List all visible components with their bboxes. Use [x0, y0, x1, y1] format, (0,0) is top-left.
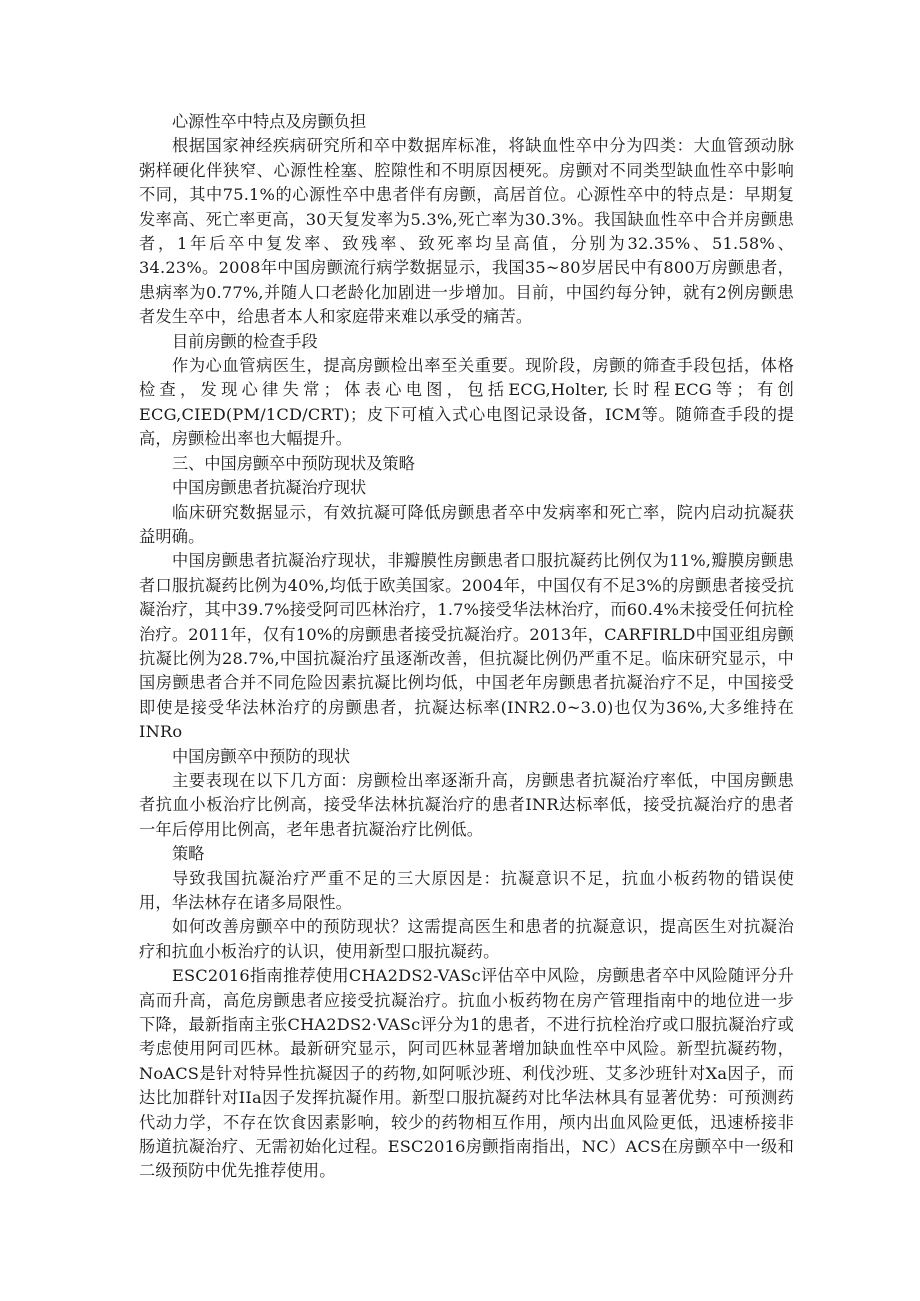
paragraph-af-screening: 作为心血管病医生，提高房颤检出率至关重要。现阶段，房颤的筛查手段包括，体格检查，发现心律失常；体表心电图，包括ECG,Holter,长时程ECG等；有创ECG,CIED(PM/1CD/CRT)；皮下可植入式心电图记录设备，ICM等。随筛查手段的提高，房颤检出率也大幅提升。 — [139, 356, 794, 449]
paragraph-three-reasons: 导致我国抗凝治疗严重不足的三大原因是：抗凝意识不足，抗血小板药物的错误使用，华法林存在诸多局限性。 — [139, 868, 794, 912]
paragraph-stroke-classification: 根据国家神经疾病研究所和卒中数据库标准，将缺血性卒中分为四类：大血管颈动脉粥样硬化伴狭窄、心源性栓塞、腔隙性和不明原因梗死。房颤对不同类型缺血性卒中影响不同，其中75.1%的心源性卒中患者伴有房颤，高居首位。心源性卒中的特点是：早期复发率高、死亡率更高，30天复发率为5.3%,死亡率为30.3%。我国缺血性卒中合并房颤患者，1年后卒中复发率、致残率、致死率均呈高值，分别为32.35%、51.58%、34.23%。2008年中国房颤流行病学数据显示，我国35~80岁居民中有800万房颤患者，患病率为0.77%,并随人口老龄化加剧进一步增加。目前，中国约每分钟，就有2例房颤患者发生卒中，给患者本人和家庭带来难以承受的痛苦。 — [139, 136, 794, 327]
section-heading-china-prevention: 三、中国房颤卒中预防现状及策略 — [172, 453, 415, 473]
section-heading-anticoagulation-status: 中国房颤患者抗凝治疗现状 — [172, 478, 367, 498]
section-heading-prevention-status: 中国房颤卒中预防的现状 — [172, 746, 351, 766]
section-heading-strategy: 策略 — [172, 844, 205, 864]
paragraph-clinical-evidence: 临床研究数据显示，有效抗凝可降低房颤患者卒中发病率和死亡率，院内启动抗凝获益明确。 — [139, 502, 794, 546]
section-heading-af-detection: 目前房颤的检查手段 — [172, 331, 318, 351]
paragraph-esc-guideline: ESC2016指南推荐使用CHA2DS2-VASc评估卒中风险，房颤患者卒中风险随评分升高而升高，高危房颤患者应接受抗凝治疗。抗血小板药物在房产管理指南中的地位进一步下降，最新指南主张CHA2DS2·VASc评分为1的患者，不进行抗栓治疗或口服抗凝治疗或考虑使用阿司匹林。最新研究显示，阿司匹林显著增加缺血性卒中风险。新型抗凝药物，NoACS是针对特异性抗凝因子的药物,如阿哌沙班、利伐沙班、艾多沙班针对Xa因子，而达比加群针对IIa因子发挥抗凝作用。新型口服抗凝药对比华法林具有显著优势：可预测药代动力学，不存在饮食因素影响，较少的药物相互作用，颅内出血风险更低，迅速桥接非肠道抗凝治疗、无需初始化过程。ESC2016房颤指南指出，NC）ACS在房颤卒中一级和二级预防中优先推荐使用。 — [139, 966, 794, 1181]
paragraph-anticoagulation-statistics: 中国房颤患者抗凝治疗现状，非瓣膜性房颤患者口服抗凝药比例仅为11%,瓣膜房颤患者口服抗凝药比例为40%,均低于欧美国家。2004年，中国仅有不足3%的房颤患者接受抗凝治疗，其中39.7%接受阿司匹林治疗，1.7%接受华法林治疗，而60.4%未接受任何抗栓治疗。2011年，仅有10%的房颤患者接受抗凝治疗。2013年，CARFIRLD中国亚组房颤抗凝比例为28.7%,中国抗凝治疗虽逐渐改善，但抗凝比例仍严重不足。临床研究显示，中国房颤患者合并不同危险因素抗凝比例均低，中国老年房颤患者抗凝治疗不足，中国接受即使是接受华法林治疗的房颤患者，抗凝达标率(INR2.0~3.0)也仅为36%,大多维持在INRo — [139, 551, 794, 742]
paragraph-prevention-issues: 主要表现在以下几方面：房颤检出率逐渐升高，房颤患者抗凝治疗率低，中国房颤患者抗血小板治疗比例高，接受华法林抗凝治疗的患者INR达标率低，接受抗凝治疗的患者一年后停用比例高，老年患者抗凝治疗比例低。 — [139, 770, 794, 839]
paragraph-improvement: 如何改善房颤卒中的预防现状？这需提高医生和患者的抗凝意识，提高医生对抗凝治疗和抗血小板治疗的认识，使用新型口服抗凝药。 — [139, 917, 794, 961]
section-heading-cardiogenic-stroke: 心源性卒中特点及房颤负担 — [172, 112, 367, 131]
